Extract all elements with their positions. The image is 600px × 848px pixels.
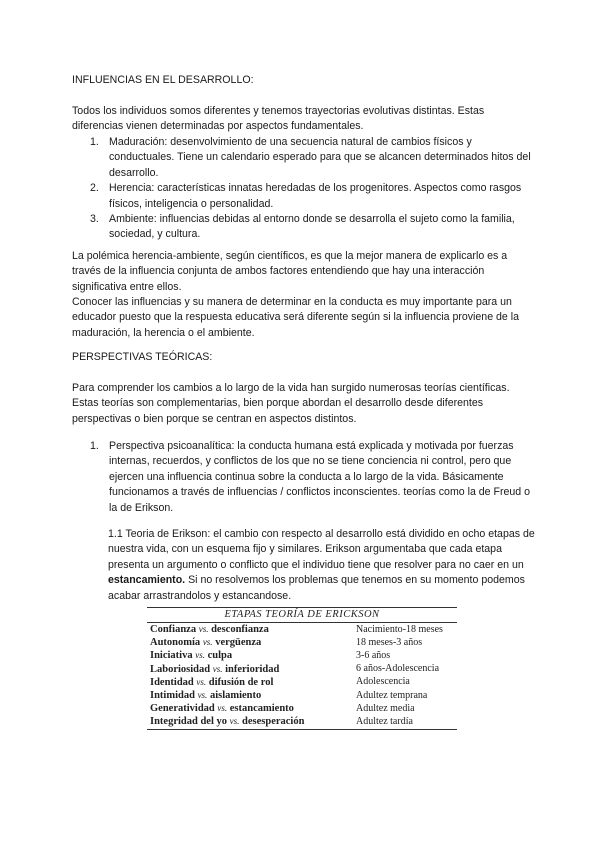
stage-cell: Integridad del yo vs. desesperación <box>150 716 305 728</box>
age-cell: Nacimiento-18 meses <box>356 623 443 635</box>
stage-cell: Laboriosidad vs. inferioridad <box>150 663 280 675</box>
factors-list <box>90 135 532 243</box>
list-item: 3. Ambiente: influencias debidas al entorno donde se desarrolla el sujeto como la familia, sociedad, y cultura. <box>90 213 515 241</box>
table-row <box>147 623 457 636</box>
polemica-paragraph: La polémica herencia-ambiente, según científicos, es que la mejor manera de explicarlo es a través de la influencia conjunta de ambos factores entendiendo que hay una interacción significativa entre ellos. <box>72 250 508 293</box>
stages-table <box>147 623 457 729</box>
age-cell: 18 meses-3 años <box>356 636 423 648</box>
erikson-paragraph: 1.1 Teoria de Erikson: el cambio con respecto al desarrollo está dividido en ocho etapas de nuestra vida, con un esquema fijo y similares. Erikson argumentaba que cada etapa presenta un argumento o conflicto que el individuo tiene que resolver para no caer en un estancamiento. Si no resolvemos los problemas que tenemos en su momento podemos acabar arrastrandolos y estancandose. <box>108 528 535 602</box>
list-item: 1. Maduración: desenvolvimiento de una secuencia natural de cambios físicos y conductuales. Tiene un calendario esperado para que se alcancen determinados hitos del desarrollo. <box>90 136 531 179</box>
age-cell: Adolescencia <box>356 676 410 688</box>
factor-text: Herencia: características innatas heredadas de los progenitores. Aspectos como rasgos físicos, inteligencia o personalidad. <box>109 182 522 210</box>
stage-cell: Intimidad vs. aislamiento <box>150 690 262 702</box>
age-cell: Adultez media <box>356 702 415 714</box>
estancamiento-bold: estancamiento. <box>108 574 186 587</box>
age-cell: 6 años-Adolescencia <box>356 663 440 675</box>
table-row <box>147 636 457 649</box>
heading-influencias: INFLUENCIAS EN EL DESARROLLO: <box>72 74 254 86</box>
table-row <box>147 649 457 662</box>
stage-cell: Identidad vs. difusión de rol <box>150 676 274 688</box>
conocer-paragraph: Conocer las influencias y su manera de determinar en la conducta es muy importante para un educador puesto que la respuesta educativa será diferente según si la influencia proviene de la maduración, la herencia o el ambiente. <box>72 296 520 339</box>
erikson-stages-table <box>147 607 457 730</box>
stage-cell: Generatividad vs. estancamiento <box>150 703 294 715</box>
intro-paragraph: Todos los individuos somos diferentes y tenemos trayectorias evolutivas distintas. Estas diferencias vienen determinadas por aspectos fundamentales. <box>72 105 485 133</box>
perspectiva-text: Perspectiva psicoanalítica: la conducta humana está explicada y motivada por fuerzas internas, recuerdos, y conflictos de los que no se tiene conciencia ni control, pero que ejercen una influencia continua sobre la conducta a lo largo de la vida. Básicamente funcionamos a través de influencias / conflictos inconscientes. teorías como la de Freud o la de Erikson. <box>109 440 531 514</box>
list-item: 1. Perspectiva psicoanalítica: la conducta humana está explicada y motivada por fuerzas internas, recuerdos, y conflictos de los que no se tiene conciencia ni control, pero que ejercen una influencia continua sobre la conducta a lo largo de la vida. Básicamente funcionamos a través de influencias / conflictos inconscientes. teorías como la de Freud o la de Erikson. <box>90 440 531 514</box>
heading-perspectivas: PERSPECTIVAS TEÓRICAS: <box>72 351 213 363</box>
stage-cell: Confianza vs. desconfianza <box>150 624 269 635</box>
factor-text: Ambiente: influencias debidas al entorno donde se desarrolla el sujeto como la familia, sociedad, y cultura. <box>109 213 515 241</box>
table-row <box>147 715 457 728</box>
table-rule <box>147 729 457 730</box>
age-cell: 3-6 años <box>356 649 391 661</box>
table-title: ETAPAS TEORÍA DE ERICKSON <box>224 609 380 620</box>
factor-text: Maduración: desenvolvimiento de una secuencia natural de cambios físicos y conductuales. Tiene un calendario esperado para que se alcancen determinados hitos del desarrollo. <box>109 136 531 179</box>
list-item: 2. Herencia: características innatas heredadas de los progenitores. Aspectos como rasgos físicos, inteligencia o personalidad. <box>90 182 522 210</box>
table-row <box>147 702 457 715</box>
stage-cell: Autonomía vs. vergüenza <box>150 637 262 649</box>
teorias-paragraph: Para comprender los cambios a lo largo de la vida han surgido numerosas teorías científicas. Estas teorías son complementarias, bien porque abordan el desarrollo desde diferentes perspectivas o bien porque se centran en aspectos distintos. <box>72 382 510 425</box>
table-row <box>147 676 457 689</box>
table-row <box>147 689 457 702</box>
age-cell: Adultez tardía <box>356 715 413 727</box>
perspectives-list <box>90 439 532 516</box>
table-row <box>147 663 457 676</box>
stage-cell: Iniciativa vs. culpa <box>150 650 233 662</box>
age-cell: Adultez temprana <box>356 689 428 701</box>
